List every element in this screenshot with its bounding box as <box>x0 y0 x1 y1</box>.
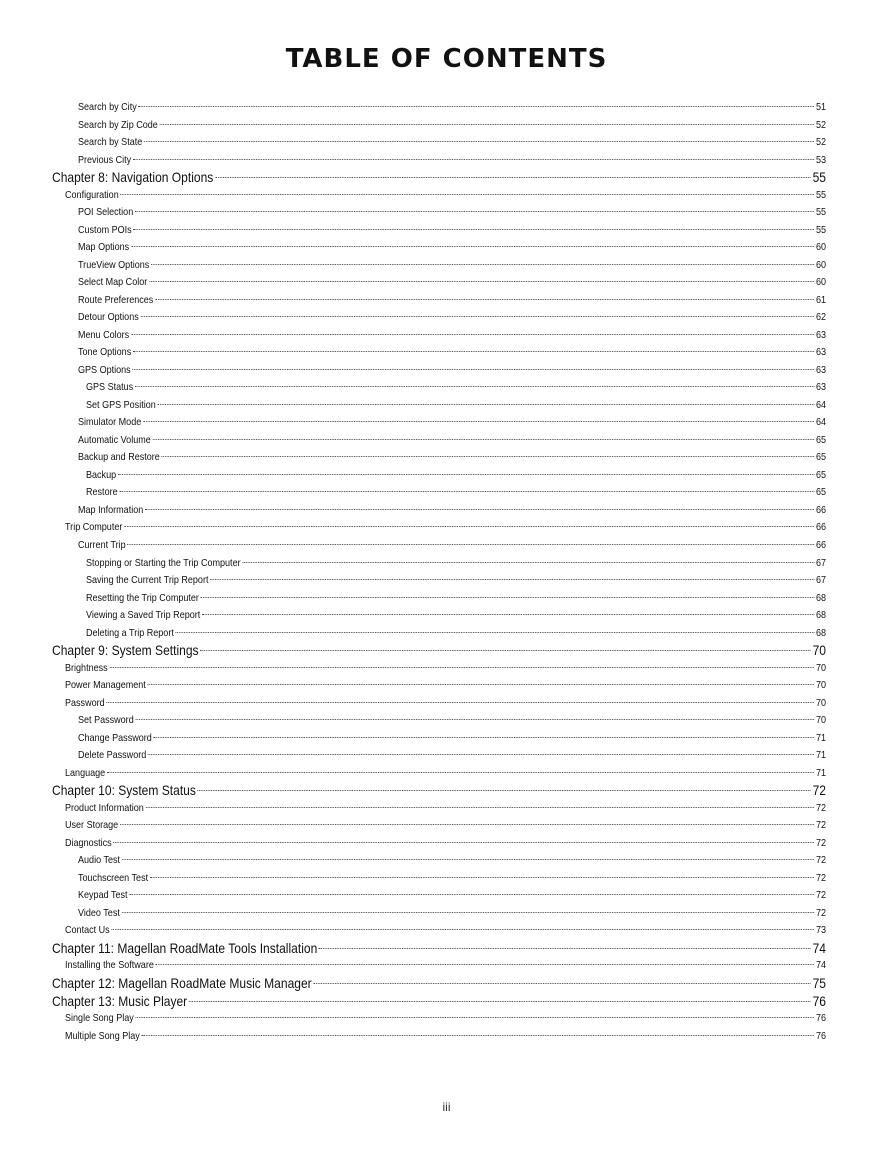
toc-entry[interactable] <box>78 872 826 884</box>
toc-entry[interactable] <box>78 416 826 428</box>
toc-entry[interactable] <box>78 346 826 358</box>
toc-entry-page: 71 <box>815 731 826 744</box>
toc-entry[interactable] <box>86 381 826 393</box>
toc-entry-page: 76 <box>815 1012 826 1025</box>
toc-entry[interactable] <box>78 241 826 253</box>
dot-leader <box>319 948 811 949</box>
toc-entry[interactable] <box>65 662 826 674</box>
dot-leader <box>146 807 815 808</box>
toc-entry[interactable] <box>78 329 826 341</box>
toc-entry-page: 55 <box>815 223 826 236</box>
toc-entry[interactable] <box>78 714 826 726</box>
toc-entry-label: Menu Colors <box>78 328 130 341</box>
dot-leader <box>200 650 811 651</box>
toc-entry-page: 76 <box>812 992 826 1009</box>
toc-entry[interactable] <box>86 557 826 569</box>
dot-leader <box>136 1017 815 1018</box>
toc-entry-page: 52 <box>815 136 826 149</box>
toc-entry[interactable] <box>78 434 826 446</box>
toc-entry-label: Language <box>65 766 106 779</box>
toc-entry[interactable] <box>86 609 826 621</box>
toc-entry[interactable] <box>78 259 826 271</box>
dot-leader <box>153 439 815 440</box>
toc-entry-label: Chapter 10: System Status <box>52 782 196 799</box>
toc-entry-page: 68 <box>815 609 826 622</box>
dot-leader <box>131 334 814 335</box>
toc-entry-page: 65 <box>815 486 826 499</box>
toc-entry-page: 72 <box>815 836 826 849</box>
toc-entry-label: Detour Options <box>78 311 139 324</box>
toc-entry-page: 51 <box>815 101 826 113</box>
toc-entry-label: Installing the Software <box>65 959 154 972</box>
toc-entry-label: Power Management <box>65 679 146 692</box>
dot-leader <box>138 106 814 107</box>
toc-entry-page: 65 <box>815 468 826 481</box>
toc-entry[interactable] <box>65 819 826 831</box>
dot-leader <box>107 772 814 773</box>
dot-leader <box>150 877 814 878</box>
toc-entry-label: Set GPS Position <box>86 398 156 411</box>
dot-leader <box>118 474 814 475</box>
toc-entry[interactable] <box>65 697 826 709</box>
toc-entry-label: Diagnostics <box>65 836 112 849</box>
toc-entry[interactable] <box>78 889 826 901</box>
toc-entry-page: 53 <box>815 153 826 166</box>
toc-chapter-entry[interactable] <box>52 975 826 991</box>
toc-entry[interactable] <box>86 486 826 498</box>
dot-leader <box>135 386 814 387</box>
toc-chapter-entry[interactable] <box>52 782 826 798</box>
toc-entry[interactable] <box>78 206 826 218</box>
dot-leader <box>154 737 815 738</box>
toc-entry-label: Product Information <box>65 801 144 814</box>
toc-entry[interactable] <box>86 592 826 604</box>
toc-entry-page: 72 <box>815 906 826 919</box>
dot-leader <box>106 702 814 703</box>
toc-entry-label: Password <box>65 696 105 709</box>
dot-leader <box>109 667 814 668</box>
dot-leader <box>120 824 814 825</box>
toc-entry-label: Delete Password <box>78 749 147 762</box>
dot-leader <box>155 299 814 300</box>
toc-entry-label: Resetting the Trip Computer <box>86 591 199 604</box>
dot-leader <box>215 177 811 178</box>
toc-entry-page: 70 <box>815 661 826 674</box>
dot-leader <box>160 124 815 125</box>
toc-entry-page: 74 <box>815 959 826 972</box>
toc-entry-label: Contact Us <box>65 924 110 937</box>
dot-leader <box>127 544 814 545</box>
toc-entry-label: Select Map Color <box>78 276 148 289</box>
toc-entry-page: 63 <box>815 381 826 394</box>
toc-entry-label: Audio Test <box>78 854 121 867</box>
toc-entry-label: Deleting a Trip Report <box>86 626 174 639</box>
dot-leader <box>133 229 814 230</box>
toc-entry[interactable] <box>78 907 826 919</box>
toc-entry-label: Current Trip <box>78 539 126 551</box>
dot-leader <box>133 351 814 352</box>
toc-entry-page: 67 <box>815 574 826 587</box>
toc-entry-page: 66 <box>815 539 826 551</box>
dot-leader <box>202 614 814 615</box>
dot-leader <box>148 754 814 755</box>
toc-entry-label: Search by Zip Code <box>78 118 158 131</box>
toc-entry-label: Viewing a Saved Trip Report <box>86 609 201 622</box>
dot-leader <box>135 211 814 212</box>
toc-entry-page: 60 <box>815 276 826 289</box>
toc-entry-label: User Storage <box>65 819 119 832</box>
toc-entry-page: 72 <box>815 871 826 884</box>
toc-entry[interactable] <box>78 732 826 744</box>
toc-entry-label: Search by City <box>78 101 137 113</box>
dot-leader <box>120 194 814 195</box>
toc-entry-page: 66 <box>815 521 826 534</box>
toc-entry-label: POI Selection <box>78 206 134 219</box>
dot-leader <box>198 790 811 791</box>
page-title: TABLE OF CONTENTS <box>285 44 608 74</box>
toc-entry-page: 63 <box>815 328 826 341</box>
dot-leader <box>122 912 815 913</box>
toc-entry-page: 72 <box>812 782 826 799</box>
dot-leader <box>145 509 814 510</box>
dot-leader <box>140 316 814 317</box>
toc-entry-label: Chapter 12: Magellan RoadMate Music Manager <box>52 975 312 991</box>
dot-leader <box>142 1035 815 1036</box>
toc-entry[interactable] <box>65 802 826 814</box>
dot-leader <box>111 929 814 930</box>
toc-entry-page: 73 <box>815 924 826 937</box>
dot-leader <box>133 159 814 160</box>
toc-entry-label: Chapter 11: Magellan RoadMate Tools Installation <box>52 939 318 956</box>
toc-entry-page: 64 <box>815 416 826 429</box>
dot-leader <box>149 281 814 282</box>
toc-entry-label: Trip Computer <box>65 521 123 534</box>
toc-chapter-entry[interactable] <box>52 993 826 1009</box>
toc-entry[interactable] <box>78 539 826 551</box>
toc-entry-label: Video Test <box>78 906 120 919</box>
page-number: iii <box>442 1100 451 1114</box>
toc-entry-page: 60 <box>815 241 826 254</box>
dot-leader <box>122 859 815 860</box>
toc-entry-page: 71 <box>815 766 826 779</box>
toc-entry-label: Touchscreen Test <box>78 871 149 884</box>
toc-entry[interactable] <box>78 504 826 516</box>
dot-leader <box>162 456 815 457</box>
toc-entry[interactable] <box>65 924 826 936</box>
dot-leader <box>176 632 815 633</box>
toc-entry[interactable] <box>86 574 826 586</box>
toc-entry[interactable] <box>78 451 826 463</box>
toc-entry-page: 72 <box>815 854 826 867</box>
toc-entry-label: Saving the Current Trip Report <box>86 574 209 587</box>
toc-entry-label: Configuration <box>65 188 119 201</box>
toc-entry-label: GPS Status <box>86 381 134 394</box>
dot-leader <box>129 894 814 895</box>
toc-entry-label: Chapter 9: System Settings <box>52 642 199 659</box>
toc-entry-label: Tone Options <box>78 346 132 359</box>
toc-entry[interactable] <box>78 311 826 323</box>
toc-chapter-entry[interactable] <box>52 642 826 658</box>
toc-entry-page: 66 <box>815 503 826 516</box>
toc-entry[interactable] <box>65 521 826 533</box>
toc-entry[interactable] <box>78 276 826 288</box>
toc-entry-page: 65 <box>815 451 826 464</box>
toc-entry[interactable] <box>86 627 826 639</box>
toc-entry[interactable] <box>78 854 826 866</box>
toc-entry-label: Search by State <box>78 136 143 149</box>
toc-entry-page: 72 <box>815 819 826 832</box>
toc-chapter-entry[interactable] <box>52 169 826 185</box>
toc-entry-label: Custom POIs <box>78 223 132 236</box>
toc-entry-label: TrueView Options <box>78 258 150 271</box>
toc-entry-page: 55 <box>815 206 826 219</box>
dot-leader <box>143 421 814 422</box>
toc-entry-page: 70 <box>815 714 826 727</box>
toc-entry-page: 61 <box>815 293 826 306</box>
toc-entry[interactable] <box>78 364 826 376</box>
dot-leader <box>189 1001 811 1002</box>
toc-entry-page: 64 <box>815 398 826 411</box>
toc-entry-page: 55 <box>815 188 826 201</box>
dot-leader <box>151 264 814 265</box>
toc-entry-page: 68 <box>815 626 826 639</box>
dot-leader <box>132 369 814 370</box>
toc-entry-label: Chapter 13: Music Player <box>52 992 188 1009</box>
toc-entry-label: Change Password <box>78 731 152 744</box>
toc-entry-label: Map Options <box>78 241 130 254</box>
dot-leader <box>144 141 814 142</box>
toc-entry[interactable] <box>65 837 826 849</box>
toc-entry-page: 70 <box>812 642 826 659</box>
toc-entry-label: Stopping or Starting the Trip Computer <box>86 556 241 569</box>
dot-leader <box>242 562 814 563</box>
toc-entry-page: 76 <box>815 1029 826 1042</box>
toc-entry-label: Backup <box>86 468 117 481</box>
toc-entry[interactable] <box>65 189 826 201</box>
toc-entry-page: 60 <box>815 258 826 271</box>
toc-entry-page: 62 <box>815 311 826 324</box>
toc-entry-label: Keypad Test <box>78 889 128 902</box>
toc-entry-label: Multiple Song Play <box>65 1029 140 1042</box>
dot-leader <box>313 983 810 984</box>
toc-entry-page: 68 <box>815 591 826 604</box>
toc-entry-label: Simulator Mode <box>78 416 142 429</box>
toc-entry[interactable] <box>65 1012 826 1024</box>
toc-entry-label: Automatic Volume <box>78 433 151 446</box>
toc-entry-page: 70 <box>815 679 826 692</box>
toc-entry[interactable] <box>86 399 826 411</box>
toc-entry[interactable] <box>78 119 826 131</box>
toc-entry[interactable] <box>78 749 826 761</box>
toc-entry-label: Single Song Play <box>65 1012 134 1025</box>
toc-entry[interactable] <box>78 294 826 306</box>
toc-entry-page: 67 <box>815 556 826 569</box>
toc-entry-label: Restore <box>86 486 118 499</box>
toc-entry-page: 52 <box>815 118 826 131</box>
toc-entry[interactable] <box>65 959 826 971</box>
toc-entry-label: Map Information <box>78 503 144 516</box>
toc-entry[interactable] <box>65 1030 826 1042</box>
toc-entry-label: Route Preferences <box>78 293 154 306</box>
dot-leader <box>157 404 814 405</box>
toc-entry-page: 70 <box>815 696 826 709</box>
toc-entry-page: 65 <box>815 433 826 446</box>
toc-entry[interactable] <box>78 136 826 148</box>
dot-leader <box>210 579 814 580</box>
toc-entry-label: Previous City <box>78 153 132 166</box>
toc-entry-page: 63 <box>815 346 826 359</box>
toc-chapter-entry[interactable] <box>52 940 826 956</box>
toc-entry-page: 72 <box>815 801 826 814</box>
dot-leader <box>156 964 815 965</box>
dot-leader <box>148 684 815 685</box>
dot-leader <box>124 526 814 527</box>
toc-entry[interactable] <box>86 469 826 481</box>
toc-entry-page: 75 <box>812 975 826 991</box>
toc-entry-label: Set Password <box>78 714 134 727</box>
toc-entry-page: 63 <box>815 363 826 376</box>
toc-entry[interactable] <box>78 101 826 113</box>
toc-entry-label: GPS Options <box>78 363 131 376</box>
toc-entry-label: Brightness <box>65 661 108 674</box>
toc-entry[interactable] <box>78 224 826 236</box>
dot-leader <box>119 491 814 492</box>
toc-entry-page: 71 <box>815 749 826 762</box>
toc-entry[interactable] <box>65 767 826 779</box>
toc-entry[interactable] <box>65 679 826 691</box>
toc-entry-label: Chapter 8: Navigation Options <box>52 169 214 186</box>
toc-entry-page: 74 <box>812 939 826 956</box>
toc-entry-page: 72 <box>815 889 826 902</box>
dot-leader <box>131 246 814 247</box>
dot-leader <box>135 719 814 720</box>
toc-entry[interactable] <box>78 154 826 166</box>
toc-entry-label: Backup and Restore <box>78 451 160 464</box>
toc-entry-page: 55 <box>812 169 826 186</box>
dot-leader <box>113 842 814 843</box>
dot-leader <box>201 597 815 598</box>
